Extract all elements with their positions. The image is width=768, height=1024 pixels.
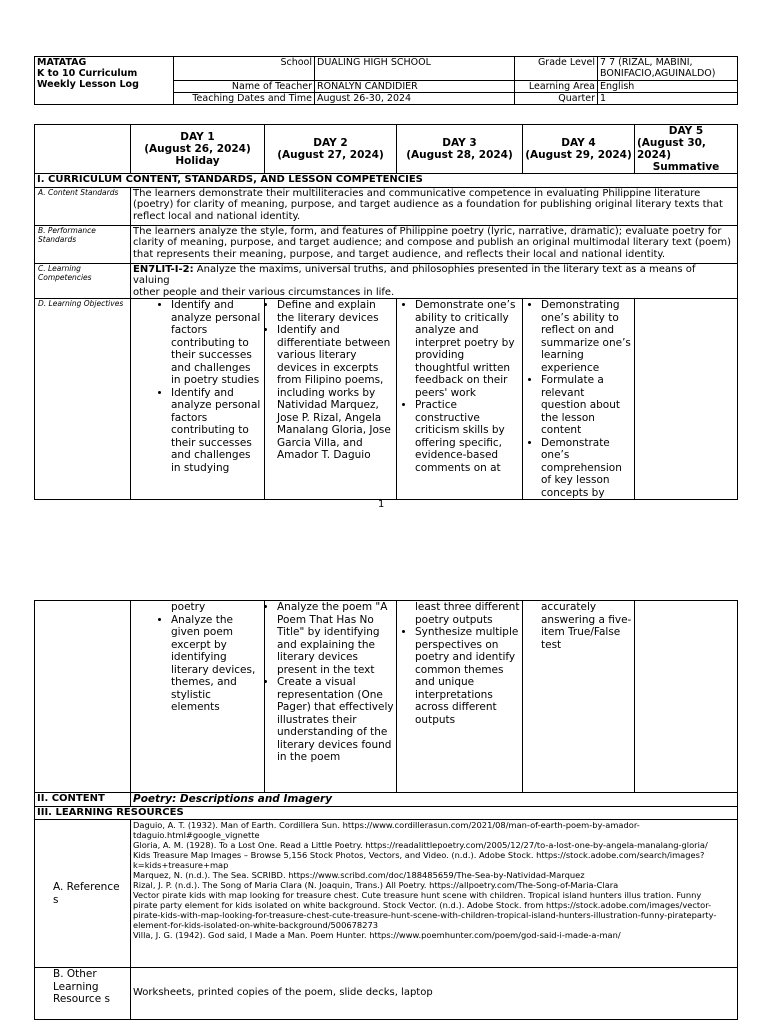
competency-text-2: other people and their various circumstances in life. — [133, 286, 395, 298]
school-label: School — [174, 57, 315, 81]
objective-item: • Demonstrate one’s comprehension of key lesson concepts by — [541, 437, 632, 500]
day5-objectives — [635, 299, 738, 500]
day1-objective-list — [133, 299, 262, 474]
objective-item: • Create a visual representation (One Pager) that effectively illustrates their understanding of the literary devices found in the poem — [277, 676, 394, 764]
objective-item: • Demonstrating one’s ability to reflect on and summarize one’s learning experience — [541, 299, 632, 374]
dates-value: August 26-30, 2024 — [315, 93, 515, 105]
day2-objective-list — [267, 299, 394, 462]
day5-header — [635, 125, 738, 174]
day1-note: Holiday — [175, 155, 220, 167]
grade-label: Grade Level — [515, 57, 598, 81]
references-label: A. Reference s — [35, 820, 131, 968]
competencies-text — [131, 263, 738, 299]
content-standards-label: A. Content Standards — [35, 187, 131, 225]
performance-standards-text: The learners analyze the style, form, and features of Philippine poetry (lyric, narrative, dramatic); evaluate poetry for clarity of meaning, purpose, and target audience; and compose and publish an original multimodal literary text (poem) that represents their meaning, purpose, and target audience, and reflects their local and national identity. — [131, 225, 738, 263]
reference-item: Gloria, A. M. (1928). To a Lost One. Read a Little Poetry. https://readalittlepoetry.com/2005/12/27/to-a-lost-one-by-angela-manalang-gloria/ — [133, 840, 708, 850]
day5-label: DAY 5 — [668, 125, 704, 137]
other-resources-text: Worksheets, printed copies of the poem, slide decks, laptop — [131, 968, 738, 1020]
teacher-label: Name of Teacher — [174, 81, 315, 93]
day3-date: (August 28, 2024) — [406, 149, 513, 161]
day1-objective-list-cont — [133, 601, 262, 714]
reference-item: Villa, J. G. (1942). God said, I Made a Man. Poem Hunter. https://www.poemhunter.com/poem/god-said-i-made-a-man/ — [133, 930, 621, 940]
day1-objectives — [131, 299, 265, 500]
day3-header — [397, 125, 523, 174]
dates-label: Teaching Dates and Time — [174, 93, 315, 105]
objective-item: accurately answering a five-item True/False test — [541, 601, 632, 651]
day1-objectives-cont — [131, 601, 265, 793]
reference-item: Vector pirate kids with map looking for treasure chest. Cute treasure hunt scene with children. Tropical island hunters illus tration. Funny — [133, 890, 702, 900]
day5-note: Summative — [652, 161, 720, 173]
day3-objectives — [397, 299, 523, 500]
objective-item: • Define and explain the literary devices — [277, 299, 394, 324]
lesson-table-page2 — [34, 600, 738, 1020]
day4-objective-list — [525, 299, 632, 499]
day2-objectives — [265, 299, 397, 500]
quarter-label: Quarter — [515, 93, 598, 105]
competency-code: EN7LIT-I-2: — [133, 263, 194, 275]
objective-item: • Formulate a relevant question about the lesson content — [541, 374, 632, 437]
day2-objective-list-cont — [267, 601, 394, 764]
reference-item: Daguio, A. T. (1932). Man of Earth. Cordillera Sun. https://www.cordillerasun.com/2021/08/man-of-earth-poem-by-amador-tdaguio.html#google_vignette — [133, 820, 640, 840]
day3-label: DAY 3 — [442, 137, 477, 149]
day3-objective-list-cont — [399, 601, 520, 726]
lesson-table-page1 — [34, 124, 738, 500]
day1-date: (August 26, 2024) — [144, 143, 251, 155]
day-header-blank — [35, 125, 131, 174]
day4-header — [523, 125, 635, 174]
day2-objectives-cont — [265, 601, 397, 793]
reference-item: Rizal, J. P. (n.d.). The Song of Maria Clara (N. Joaquin, Trans.) All Poetry. https://allpoetry.com/The-Song-of-Maria-Clara — [133, 880, 619, 890]
objectives-label: D. Learning Objectives — [35, 299, 131, 500]
day4-objective-list-cont — [525, 601, 632, 651]
day5-date: (August 30, 2024) — [637, 137, 706, 161]
section-content: II. CONTENT — [35, 793, 131, 807]
school-value: DUALING HIGH SCHOOL — [315, 57, 515, 81]
day5-objectives-cont — [635, 601, 738, 793]
day2-header — [265, 125, 397, 174]
day1-label: DAY 1 — [180, 131, 215, 143]
objective-item: • Identify and analyze personal factors contributing to their successes and challenges in poetry studies — [171, 299, 262, 387]
teacher-value: RONALYN CANDIDIER — [315, 81, 515, 93]
other-resources-label: B. Other Learning Resource s — [35, 968, 131, 1020]
area-label: Learning Area — [515, 81, 598, 93]
reference-item: Marquez, N. (n.d.). The Sea. SCRIBD. https://www.scribd.com/doc/188485659/The-Sea-by-Natividad-Marquez — [133, 870, 585, 880]
day4-label: DAY 4 — [561, 137, 596, 149]
content-value: Poetry: Descriptions and Imagery — [131, 793, 738, 807]
day4-date: (August 29, 2024) — [525, 149, 632, 161]
day3-objective-list — [399, 299, 520, 474]
reference-item: Kids Treasure Map Images – Browse 5,156 Stock Photos, Vectors, and Video. (n.d.). Adobe Stock. https://stock.adobe.com/search/images?k=kids+treasure+map — [133, 850, 705, 870]
page-number: 1 — [378, 499, 385, 510]
day2-label: DAY 2 — [313, 137, 348, 149]
header-table — [34, 56, 738, 105]
objective-item: poetry — [171, 601, 206, 613]
day3-objectives-cont — [397, 601, 523, 793]
grade-value: 7 7 (RIZAL, MABINI, BONIFACIO,AGUINALDO) — [598, 57, 738, 81]
section-resources: III. LEARNING RESOURCES — [35, 806, 738, 820]
references-list — [131, 820, 738, 968]
day2-date: (August 27, 2024) — [277, 149, 384, 161]
quarter-value: 1 — [598, 93, 738, 105]
competencies-label: C. Learning Competencies — [35, 263, 131, 299]
objective-item: • Analyze the given poem excerpt by identifying literary devices, themes, and stylistic elements — [171, 614, 262, 714]
title-line-1: MATATAG — [37, 57, 87, 68]
title-line-3: Weekly Lesson Log — [37, 79, 139, 90]
objectives-label-cont — [35, 601, 131, 793]
objective-item: least three different poetry outputs — [415, 601, 520, 626]
day1-header — [131, 125, 265, 174]
day4-objectives-cont — [523, 601, 635, 793]
objective-item: • Identify and differentiate between various literary devices in excerpts from Filipino poems, including works by Natividad Marquez, Jose P. Rizal, Angela Manalang Gloria, Jose Garcia Villa, and Amador T. Daguio — [277, 324, 394, 462]
content-standards-text: The learners demonstrate their multiliteracies and communicative competence in evaluating Philippine literature (poetry) for clarity of meaning, purpose, and target audience as a foundation for publishing original literary texts that reflect local and national identity. — [131, 187, 738, 225]
objective-item: • Identify and analyze personal factors contributing to their successes and challenges in studying — [171, 387, 262, 475]
objective-item: • Demonstrate one’s ability to critically analyze and interpret poetry by providing thoughtful written feedback on their peers' work — [415, 299, 520, 399]
area-value: English — [598, 81, 738, 93]
objective-item: • Synthesize multiple perspectives on poetry and identify common themes and unique interpretations across different outputs — [415, 626, 520, 726]
reference-item: pirate party element for kids isolated on white background. Stock Vector. (n.d.). Adobe Stock. from https://stock.adobe.com/images/vector-pirate-kids-with-map-looking-for-treasure-chest-cute-treasure-hunt-scene-with-children-tropical-island-hunters-illustration-funny-pirateparty-element-for-kids-isolated-on-white-background/500678273 — [133, 900, 717, 930]
objective-item: • Practice constructive criticism skills by offering specific, evidence-based comments on at — [415, 399, 520, 474]
log-title — [35, 57, 174, 105]
day4-objectives — [523, 299, 635, 500]
title-line-2: K to 10 Curriculum — [37, 68, 138, 79]
performance-standards-label: B. Performance Standards — [35, 225, 131, 263]
section-curriculum: I. CURRICULUM CONTENT, STANDARDS, AND LESSON COMPETENCIES — [35, 174, 738, 188]
competency-text-1: Analyze the maxims, universal truths, and philosophies presented in the literary text as a means of valuing — [133, 263, 696, 286]
objective-item: • Analyze the poem "A Poem That Has No Title" by identifying and explaining the literary devices present in the text — [277, 601, 394, 676]
